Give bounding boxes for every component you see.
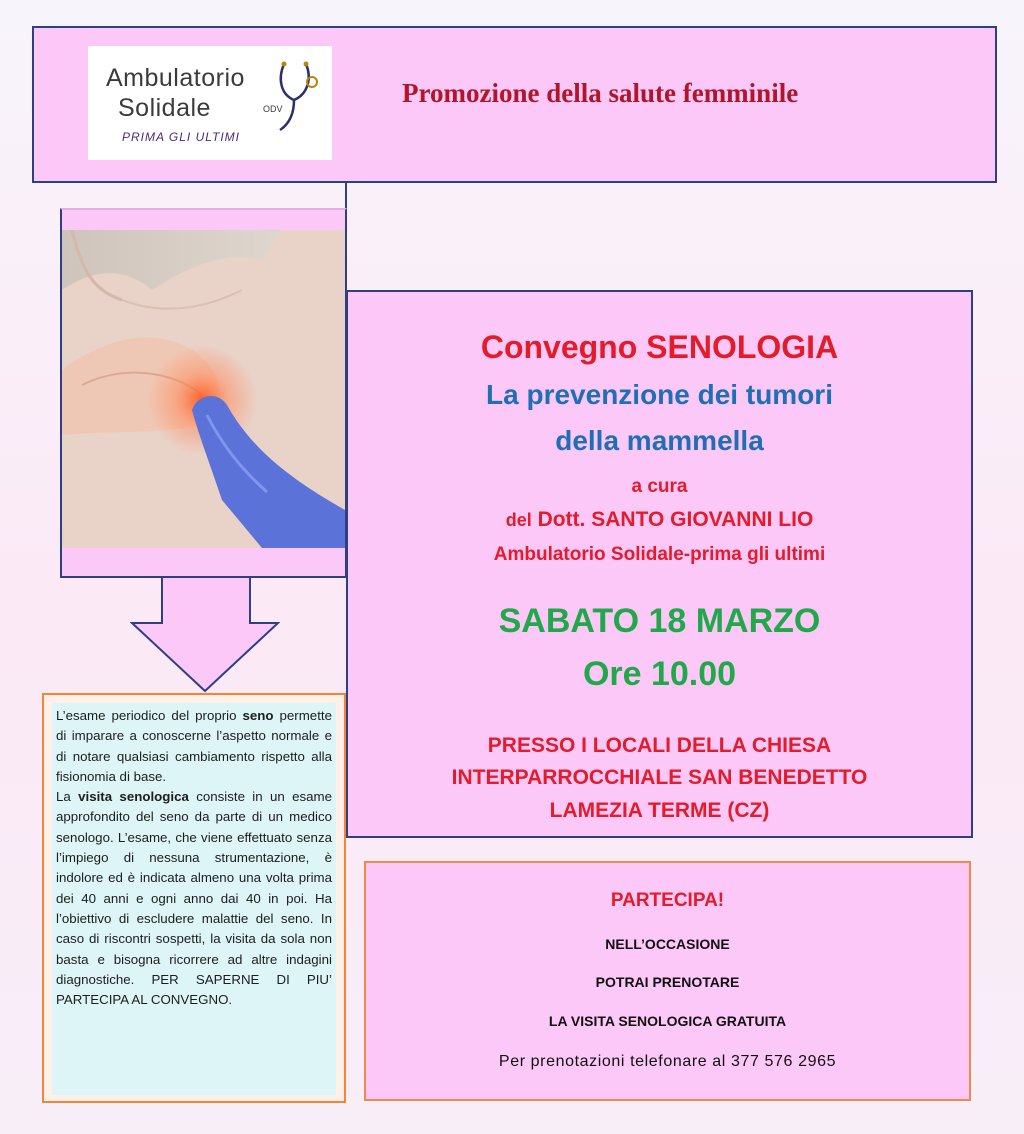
info-paragraph: L’esame periodico del proprio seno permette di imparare a conoscerne l’aspetto normale e di notare qualsiasi cambiamento rispetto alla fisionomia di base.	[56, 708, 332, 784]
phone-booking: Per prenotazioni telefonare al 377 576 2965	[498, 1053, 837, 1070]
logo-line2: Solidale	[118, 94, 211, 122]
header-title: Promozione della salute femminile	[402, 78, 799, 108]
event-location-line3: LAMEZIA TERME (CZ)	[549, 799, 770, 822]
down-arrow	[130, 575, 280, 693]
participate-line1: NELL’OCCASIONE	[605, 936, 730, 952]
event-time: Ore 10.00	[582, 655, 737, 693]
event-location-line2: INTERPARROCCHIALE SAN BENEDETTO	[451, 766, 868, 789]
breast-exam-photo	[62, 230, 345, 548]
logo-tagline: PRIMA GLI ULTIMI	[122, 130, 241, 144]
doctor-prefix: del	[505, 510, 532, 530]
event-location-line1: PRESSO I LOCALI DELLA CHIESA	[487, 734, 832, 757]
event-subtitle-line2: della mammella	[555, 425, 764, 456]
participate-line2: POTRAI PRENOTARE	[595, 974, 740, 990]
event-by: a cura	[631, 476, 688, 497]
info-paragraph: La visita senologica consiste in un esame approfondito del seno da parte di un medico senologo. L’esame, che viene effettuato senza l’impiego di nessuna strumentazione, è indolore ed è indicata almeno una volta prima dei 40 anni e ogni anno dai 40 in poi. Ha l’obiettivo di escludere malattie del seno. In caso di riscontri sospetti, la visita da sola non basta e bisogna ricorrere ad altre indagini diagnostiche. PER SAPERNE DI PIU’ PARTECIPA AL CONVEGNO.	[56, 789, 332, 1008]
event-doctor	[346, 508, 973, 532]
participate-title: PARTECIPA!	[610, 890, 725, 911]
info-text	[56, 706, 332, 1010]
event-date: SABATO 18 MARZO	[498, 602, 821, 640]
participate-line3: LA VISITA SENOLOGICA GRATUITA	[548, 1013, 787, 1029]
event-organization: Ambulatorio Solidale-prima gli ultimi	[493, 544, 826, 565]
doctor-name: Dott. SANTO GIOVANNI LIO	[537, 508, 814, 531]
event-title: Convegno SENOLOGIA	[480, 329, 839, 365]
stethoscope-icon	[276, 60, 322, 140]
logo-line1: Ambulatorio	[106, 64, 245, 92]
logo	[88, 46, 332, 160]
logo-badge: ODV	[263, 104, 283, 114]
event-subtitle-line1: La prevenzione dei tumori	[486, 379, 833, 410]
